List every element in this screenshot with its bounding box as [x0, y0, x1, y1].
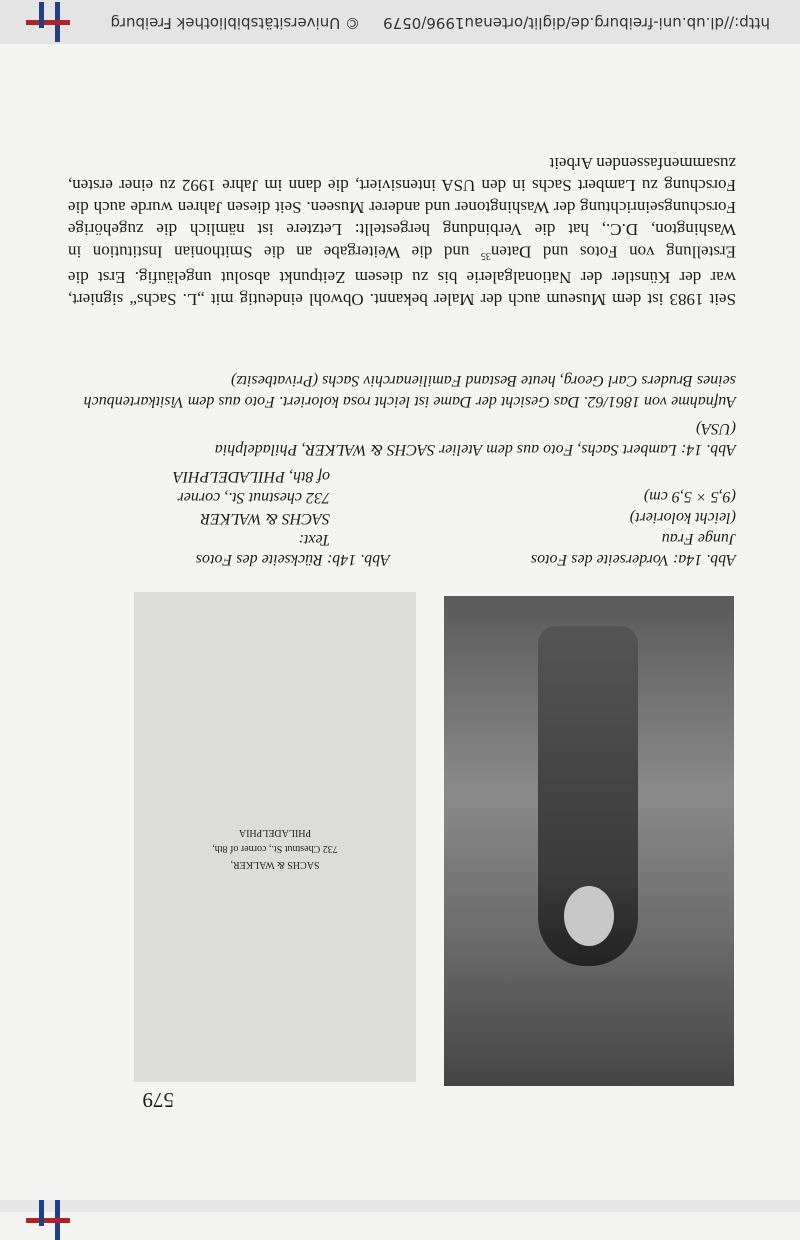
footnote-marker: 35: [480, 250, 491, 261]
caption-back-text: Text: SACHS & WALKER 732 chestnut St., corner of 8th, PHILADELPHIA: [173, 468, 330, 548]
scanned-page: [0, 44, 800, 1200]
permalink-url[interactable]: http://dl.ub.uni-freiburg.de/diglit/ortenau1996/0579: [383, 14, 770, 32]
footer-bar: [0, 0, 800, 44]
woman-face: [564, 886, 614, 946]
library-logo-icon: [26, 2, 70, 42]
caption-front: Abb. 14a: Vorderseite des Fotos Junge Frau (leicht koloriert) (9,5 × 5,9 cm): [530, 488, 736, 568]
caption-back: Abb. 14b: Rückseite des Fotos: [195, 551, 390, 568]
photo-back-image: [134, 592, 416, 1082]
page-number: 579: [142, 1088, 174, 1112]
copyright-text: © Universitätsbibliothek Freiburg: [110, 14, 360, 32]
photo-back-stamp: SACHS & WALKER, 732 Chestnut St., corner of 8th, PHILADELPHIA: [212, 827, 338, 870]
photo-front-image: [444, 596, 734, 1086]
body-paragraph: Seit 1983 ist dem Museum auch der Maler bekannt. Obwohl eindeutig mit „L. Sachs“ signiert, war der Künstler der Nationalgalerie bis zu diesem Zeitpunkt absolut ungeläufig. Erst die Erstellung von Fotos und Daten$^{35}$ und die Weitergabe an die Smithonian Institution in Washington, D.C., hat die Verbindung hergestellt: Letztere ist nämlich die zugehörige Forschungseinrichtung der Washingtoner und anderer Museen. Seit diesen Jahren wurde auch die Forschung zu Lambert Sachs in den USA intensiviert, die dann im Jahre 1992 zu einer ersten, zusammenfassenden Arbeit: [68, 154, 736, 309]
caption-figure-14-description: Aufnahme von 1861/62. Das Gesicht der Dame ist leicht rosa koloriert. Foto aus dem Visitkartenbuch seines Bruders Carl Georg, heute Bestand Familienarchiv Sachs (Privatbesitz): [83, 372, 736, 410]
top-toolbar: [0, 1200, 800, 1212]
caption-figure-14: Abb. 14: Lambert Sachs, Foto aus dem Atelier SACHS & WALKER, Philadelphia (USA): [214, 420, 736, 458]
library-logo-icon: [26, 1200, 70, 1240]
